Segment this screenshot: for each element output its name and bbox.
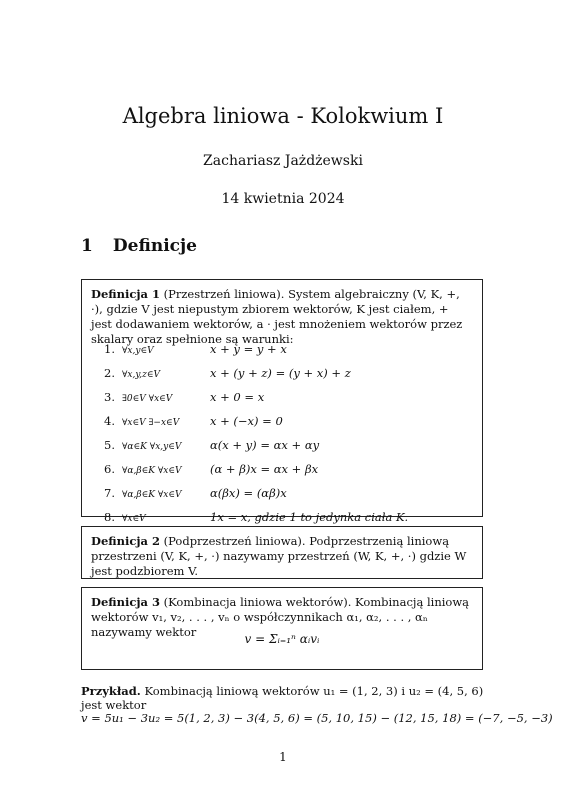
definition-3-box xyxy=(81,587,483,670)
condition-formula: x + y = y + x xyxy=(210,342,287,356)
example-paragraph xyxy=(81,684,491,712)
condition-quantifier: ∀x,y∈V xyxy=(122,346,154,356)
condition-number: 3. xyxy=(104,390,115,404)
definition-1-text: System algebraiczny (V, K, +, ·), gdzie V jest niepustym zbiorem wektorów, K jest ciałem, + jest dodawaniem wektorów, a · jest mnożeniem wektorów przez skalary oraz spełnione są warunki: xyxy=(91,287,463,346)
condition-2 xyxy=(104,366,351,383)
condition-formula: 1x = x, gdzie 1 to jedynka ciała K. xyxy=(210,510,409,524)
condition-quantifier: ∀x,y,z∈V xyxy=(122,370,161,380)
condition-3 xyxy=(104,390,264,407)
condition-8 xyxy=(104,510,408,527)
condition-quantifier: ∀α,β∈K ∀x∈V xyxy=(122,466,182,476)
condition-formula: α(βx) = (αβ)x xyxy=(210,486,287,500)
section-heading xyxy=(81,236,197,256)
definition-2-box xyxy=(81,526,483,579)
condition-number: 7. xyxy=(104,486,115,500)
definition-3-name: (Kombinacja liniowa wektorów). xyxy=(163,595,352,609)
condition-number: 4. xyxy=(104,414,115,428)
condition-quantifier: ∀α∈K ∀x,y∈V xyxy=(122,442,182,452)
document-date: 14 kwietnia 2024 xyxy=(221,191,345,207)
condition-6 xyxy=(104,462,318,479)
condition-formula: x + (y + z) = (y + x) + z xyxy=(210,366,351,380)
condition-formula: (α + β)x = αx + βx xyxy=(210,462,319,476)
condition-quantifier: ∀α,β∈K ∀x∈V xyxy=(122,490,182,500)
definition-1-name: (Przestrzeń liniowa). xyxy=(163,287,285,301)
section-title: Definicje xyxy=(112,236,197,256)
condition-number: 8. xyxy=(104,510,115,524)
condition-quantifier: ∀x∈V ∃−x∈V xyxy=(122,418,180,428)
condition-quantifier: ∀x∈V xyxy=(122,514,146,524)
condition-number: 2. xyxy=(104,366,115,380)
definition-2-name: (Podprzestrzeń liniowa). xyxy=(163,534,306,548)
definition-2-text: Podprzestrzenią liniową przestrzeni (V, K, +, ·) nazywamy przestrzeń (W, K, +, ·) gdzie W jest podzbiorem V. xyxy=(91,534,467,578)
condition-4 xyxy=(104,414,283,431)
example-label: Przykład. xyxy=(81,684,141,698)
definition-1-text-block xyxy=(91,287,473,347)
section-number: 1 xyxy=(81,236,93,256)
condition-1 xyxy=(104,342,287,359)
condition-number: 6. xyxy=(104,462,115,476)
condition-5 xyxy=(104,438,319,455)
condition-quantifier: ∃0∈V ∀x∈V xyxy=(122,394,173,404)
condition-formula: x + 0 = x xyxy=(210,390,265,404)
definition-1-box xyxy=(81,279,483,524)
condition-7 xyxy=(104,486,287,503)
definition-1-label: Definicja 1 xyxy=(91,287,160,301)
example-equation: v = 5u₁ − 3u₂ = 5(1, 2, 3) − 3(4, 5, 6) = (5, 10, 15) − (12, 15, 18) = (−7, −5, −3) xyxy=(81,711,553,725)
condition-formula: x + (−x) = 0 xyxy=(210,414,283,428)
condition-number: 1. xyxy=(104,342,115,356)
example-text: Kombinacją liniową wektorów u₁ = (1, 2, 3) i u₂ = (4, 5, 6) jest wektor xyxy=(81,684,484,712)
definition-3-label: Definicja 3 xyxy=(91,595,160,609)
document-title: Algebra liniowa - Kolokwium I xyxy=(122,104,444,128)
condition-number: 5. xyxy=(104,438,115,452)
definition-3-text: Kombinacją liniową wektorów v₁, v₂, . . . , vₙ o współczynnikach α₁, α₂, . . . , αₙ nazywamy wektor xyxy=(91,595,470,639)
definition-2-label: Definicja 2 xyxy=(91,534,160,548)
linear-combination-formula: v = Σᵢ₌₁ⁿ αᵢvᵢ xyxy=(244,632,320,646)
document-author: Zachariasz Jażdżewski xyxy=(203,153,363,169)
page-number: 1 xyxy=(279,750,287,764)
condition-formula: α(x + y) = αx + αy xyxy=(210,438,320,452)
